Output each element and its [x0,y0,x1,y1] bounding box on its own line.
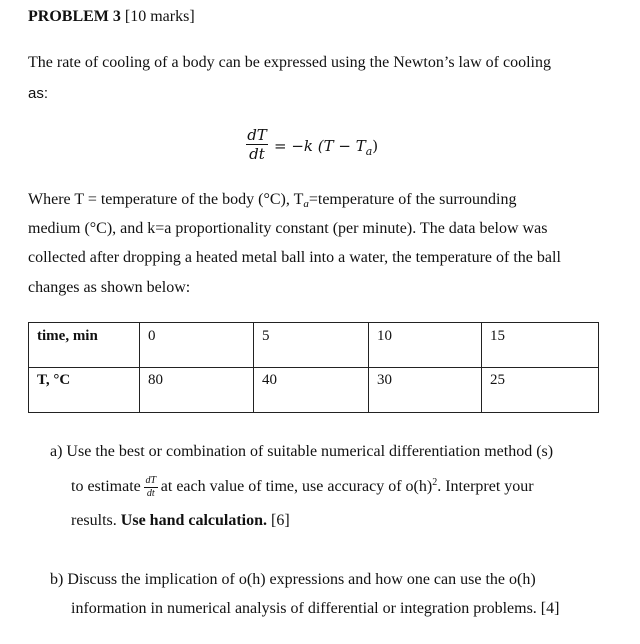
table-cell: 5 [254,323,369,368]
question-a-line-2 [71,476,534,499]
problem-heading [28,8,195,26]
description-line-1-sub: a [303,198,309,210]
table-cell: 15 [482,323,599,368]
cooling-equation [246,126,406,170]
table-cell: 30 [369,368,482,413]
question-b-line-2: information in numerical analysis of differential or integration problems. [4] [71,600,560,617]
question-a-line-3 [71,512,290,530]
table-cell: 40 [254,368,369,413]
equation-rhs-sub: a [365,145,373,158]
table-cell: 10 [369,323,482,368]
table-row-time [29,323,599,368]
description-line-1b: =temperature of the surrounding [308,191,517,208]
question-a-line-3-pre: results. [71,512,117,529]
description-line-1 [28,192,516,209]
question-a-line-1: a) Use the best or combination of suitable numerical differentiation method (s) [50,443,554,460]
question-a-line-2-end: . Interpret your [437,478,534,496]
table-cell-time-label: time, min [29,323,140,368]
question-a-line-2-post: at each value of time, use accuracy of o(h) [160,478,433,496]
data-table [28,322,599,413]
description-line-1a: Where T = temperature of the body (°C), T [28,191,304,208]
derivative-fraction [246,126,268,163]
problem-marks: [10 marks] [124,8,195,25]
table-cell: 0 [140,323,254,368]
question-a-line-3-bold: Use hand calculation. [120,512,268,529]
equation-rhs-prefix: = −k (T − T [274,137,366,155]
question-a-frac-den: dt [146,488,155,499]
description-line-3: collected after dropping a heated metal ball into a water, the temperature of the ball [28,249,561,266]
equation-numerator: dT [247,126,267,144]
description-line-2: medium (°C), and k=a proportionality constant (per minute). The data below was [28,220,548,237]
description-line-4: changes as shown below: [28,279,191,296]
question-a-line-2-pre: to estimate [71,478,141,496]
intro-line-1: The rate of cooling of a body can be expressed using the Newton’s law of cooling [28,54,551,71]
question-a-fraction [144,476,158,499]
question-a-superscript: 2 [432,476,438,488]
table-cell: 25 [482,368,599,413]
question-b-line-1: b) Discuss the implication of o(h) expressions and how one can use the o(h) [50,571,536,588]
equation-rhs-suffix: ) [372,137,379,155]
question-a-frac-num: dT [145,475,157,486]
table-row-temperature [29,368,599,413]
problem-title: PROBLEM 3 [28,8,121,25]
table-cell: 80 [140,368,254,413]
table-cell-temperature-label: T, °C [29,368,140,413]
equation-rhs [274,137,379,158]
intro-line-2: as: [28,85,49,102]
equation-denominator: dt [249,145,265,163]
question-a-line-3-post: [6] [271,512,290,529]
